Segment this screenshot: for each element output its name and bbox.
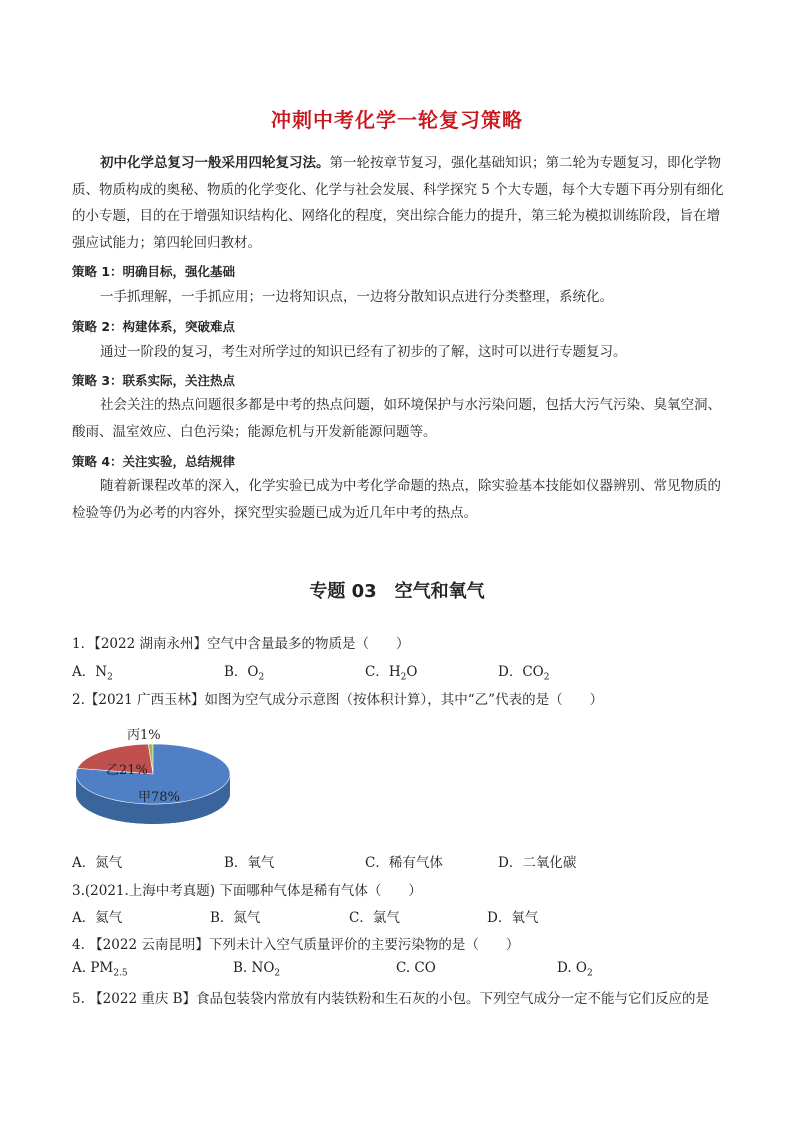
- strategy-2-heading: 策略 2：构建体系，突破难点: [72, 319, 236, 334]
- intro-rest: 第一轮按章节复习，强化基础知识；第二轮为专题复习，即化学物质、物质构成的奥秘、物质的化学变化、化学与社会发展、科学探究 5 个大专题，每个大专题下再分别有细化的小专题，目的在于增强知识结构化、网络化的程度，突出综合能力的提升，第三轮为模拟训练阶段，旨在增强应试能力；第四轮回归教材。: [72, 155, 724, 251]
- question-4: 4. 【2022 云南昆明】下列未计入空气质量评价的主要污染物的是（ ）: [72, 937, 520, 953]
- label-bing: 丙1%: [127, 728, 161, 743]
- air-composition-pie-chart: [74, 720, 234, 838]
- label-jia: 甲78%: [138, 790, 180, 805]
- strategy-1-heading: 策略 1：明确目标，强化基础: [72, 264, 236, 279]
- q1-option-c: C．$H_2O$: [365, 664, 418, 683]
- q4-option-c: C. CO: [396, 960, 436, 976]
- q4-option-d: D. $O_2$: [557, 960, 593, 979]
- question-3: 3.(2021.上海中考真题) 下面哪种气体是稀有气体（ ）: [72, 883, 422, 899]
- q2-option-c: C．稀有气体: [365, 855, 443, 871]
- q3-option-a: A．氦气: [72, 910, 123, 926]
- q1-option-a: A．$N_2$: [72, 664, 113, 683]
- q2-option-a: A．氮气: [72, 855, 123, 871]
- question-5: 5. 【2022 重庆 B】食品包装袋内常放有内装铁粉和生石灰的小包。下列空气成分一定不能与它们反应的是: [72, 991, 710, 1007]
- q4-option-a: A. $PM_{2.5}$: [72, 960, 128, 979]
- q4-option-b: B. $NO_2$: [233, 960, 281, 979]
- label-yi: 乙21%: [106, 763, 148, 778]
- strategy-2-body: 通过一阶段的复习，考生对所学过的知识已经有了初步的了解，这时可以进行专题复习。: [100, 344, 627, 360]
- q3-option-b: B．氮气: [210, 910, 261, 926]
- q2-option-b: B．氧气: [224, 855, 275, 871]
- strategy-3-body: 社会关注的热点问题很多都是中考的热点问题，如环境保护与水污染问题，包括大污气污染、臭氧空洞、酸雨、温室效应、白色污染；能源危机与开发新能源问题等。: [72, 397, 721, 440]
- strategy-3-heading: 策略 3：联系实际，关注热点: [72, 373, 236, 388]
- page-title: 冲刺中考化学一轮复习策略: [271, 108, 523, 132]
- question-2: 2.【2021 广西玉林】如图为空气成分示意图（按体积计算），其中“乙”代表的是（ ）: [72, 692, 604, 708]
- q2-option-d: D．二氧化碳: [498, 855, 577, 871]
- question-1: 1．【2022 湖南永州】空气中含量最多的物质是（ ）: [72, 636, 410, 652]
- q1-option-b: B．$O_2$: [224, 664, 265, 683]
- strategy-1-body: 一手抓理解，一手抓应用；一边将知识点，一边将分散知识点进行分类整理，系统化。: [100, 289, 613, 305]
- q3-option-c: C．氯气: [349, 910, 400, 926]
- q1-option-d: D．$CO_2$: [498, 664, 550, 683]
- intro-paragraph: [72, 150, 732, 256]
- q3-option-d: D．氧气: [487, 910, 539, 926]
- topic-heading: 专题 03 空气和氧气: [309, 581, 485, 602]
- strategy-4-heading: 策略 4：关注实验，总结规律: [72, 454, 236, 469]
- strategy-4-body: 随着新课程改革的深入，化学实验已成为中考化学命题的热点，除实验基本技能如仪器辨别、常见物质的检验等仍为必考的内容外，探究型实验题已成为近几年中考的热点。: [72, 478, 721, 521]
- intro-bold: 初中化学总复习一般采用四轮复习法。: [100, 155, 330, 171]
